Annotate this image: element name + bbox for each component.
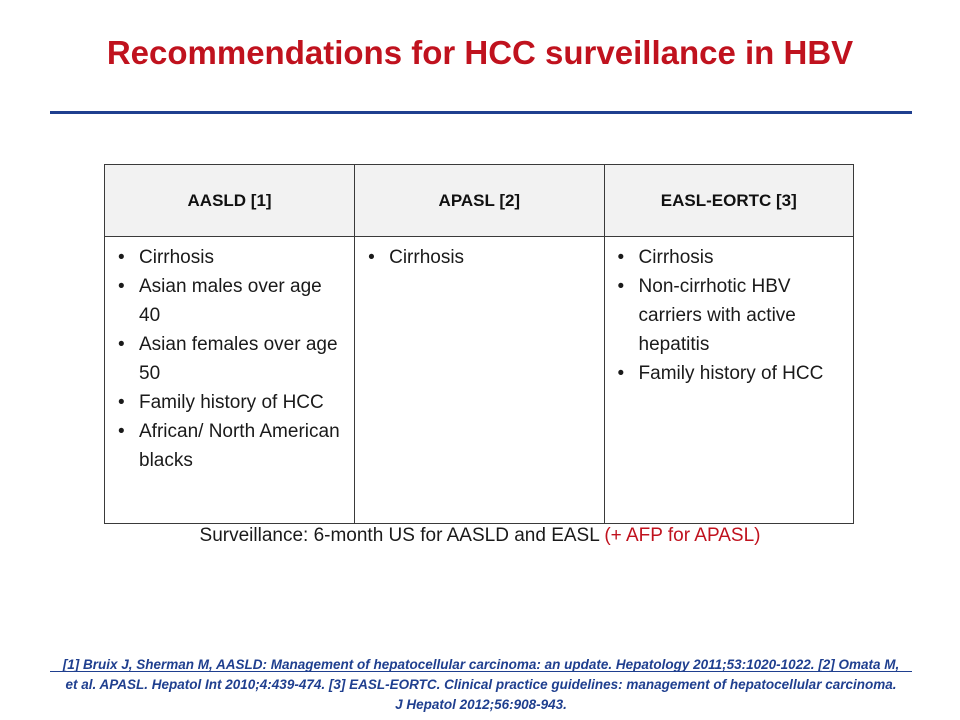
list-item-text: Asian females over age 50 xyxy=(139,334,338,384)
list-item xyxy=(615,243,845,272)
list-item-text: Family history of HCC xyxy=(139,392,324,413)
list-item xyxy=(115,243,346,272)
bullet-icon: • xyxy=(118,334,125,355)
list-item-text: Cirrhosis xyxy=(389,247,465,268)
list-item xyxy=(615,359,845,388)
bullet-icon: • xyxy=(617,276,625,297)
header-easl-eortc: EASL-EORTC [3] xyxy=(604,165,853,237)
list-item xyxy=(115,330,346,388)
surveillance-main-text: Surveillance: 6-month US for AASLD and EASL xyxy=(199,525,600,546)
list-item xyxy=(115,388,346,417)
list-item xyxy=(365,243,595,272)
aasld-cell xyxy=(105,237,355,524)
recommendations-table xyxy=(104,164,854,524)
table-row xyxy=(105,237,854,524)
bullet-icon: • xyxy=(368,247,375,268)
list-item-text: African/ North American blacks xyxy=(139,421,340,471)
list-item-text: Asian males over age 40 xyxy=(139,276,322,326)
list-item xyxy=(615,272,845,359)
slide-title: Recommendations for HCC surveillance in HBV xyxy=(106,34,854,71)
list-item-text: Cirrhosis xyxy=(638,247,714,268)
easl-eortc-list xyxy=(615,243,845,388)
bullet-icon: • xyxy=(118,392,125,413)
table-header-row xyxy=(105,165,854,237)
easl-eortc-cell xyxy=(604,237,853,524)
list-item-text: Non-cirrhotic HBV carriers with active hepatitis xyxy=(638,276,796,355)
bullet-icon: • xyxy=(118,276,125,297)
apasl-cell xyxy=(355,237,604,524)
surveillance-highlight-text: (+ AFP for APASL) xyxy=(604,525,761,546)
surveillance-note xyxy=(0,525,960,547)
bullet-icon: • xyxy=(118,247,125,268)
bullet-icon: • xyxy=(617,247,625,268)
title-divider xyxy=(50,111,912,114)
header-aasld: AASLD [1] xyxy=(105,165,355,237)
apasl-list xyxy=(365,243,595,272)
list-item-text: Cirrhosis xyxy=(139,247,214,268)
aasld-list xyxy=(115,243,346,475)
bullet-icon: • xyxy=(617,363,625,384)
list-item-text: Family history of HCC xyxy=(638,363,824,384)
list-item xyxy=(115,272,346,330)
list-item xyxy=(115,417,346,475)
header-apasl: APASL [2] xyxy=(355,165,604,237)
bullet-icon: • xyxy=(118,421,125,442)
references-text: [1] Bruix J, Sherman M, AASLD: Management of hepatocellular carcinoma: an update. Hepatology 2011;53:1020-1022. [2] Omata M, et al. APASL. Hepatol Int 2010;4:439-474. [3] EASL-EORTC. Clinical practice guidelines: management of hepatocellular carcinoma. J Hepatol 2012;56:908-943. xyxy=(62,657,900,712)
